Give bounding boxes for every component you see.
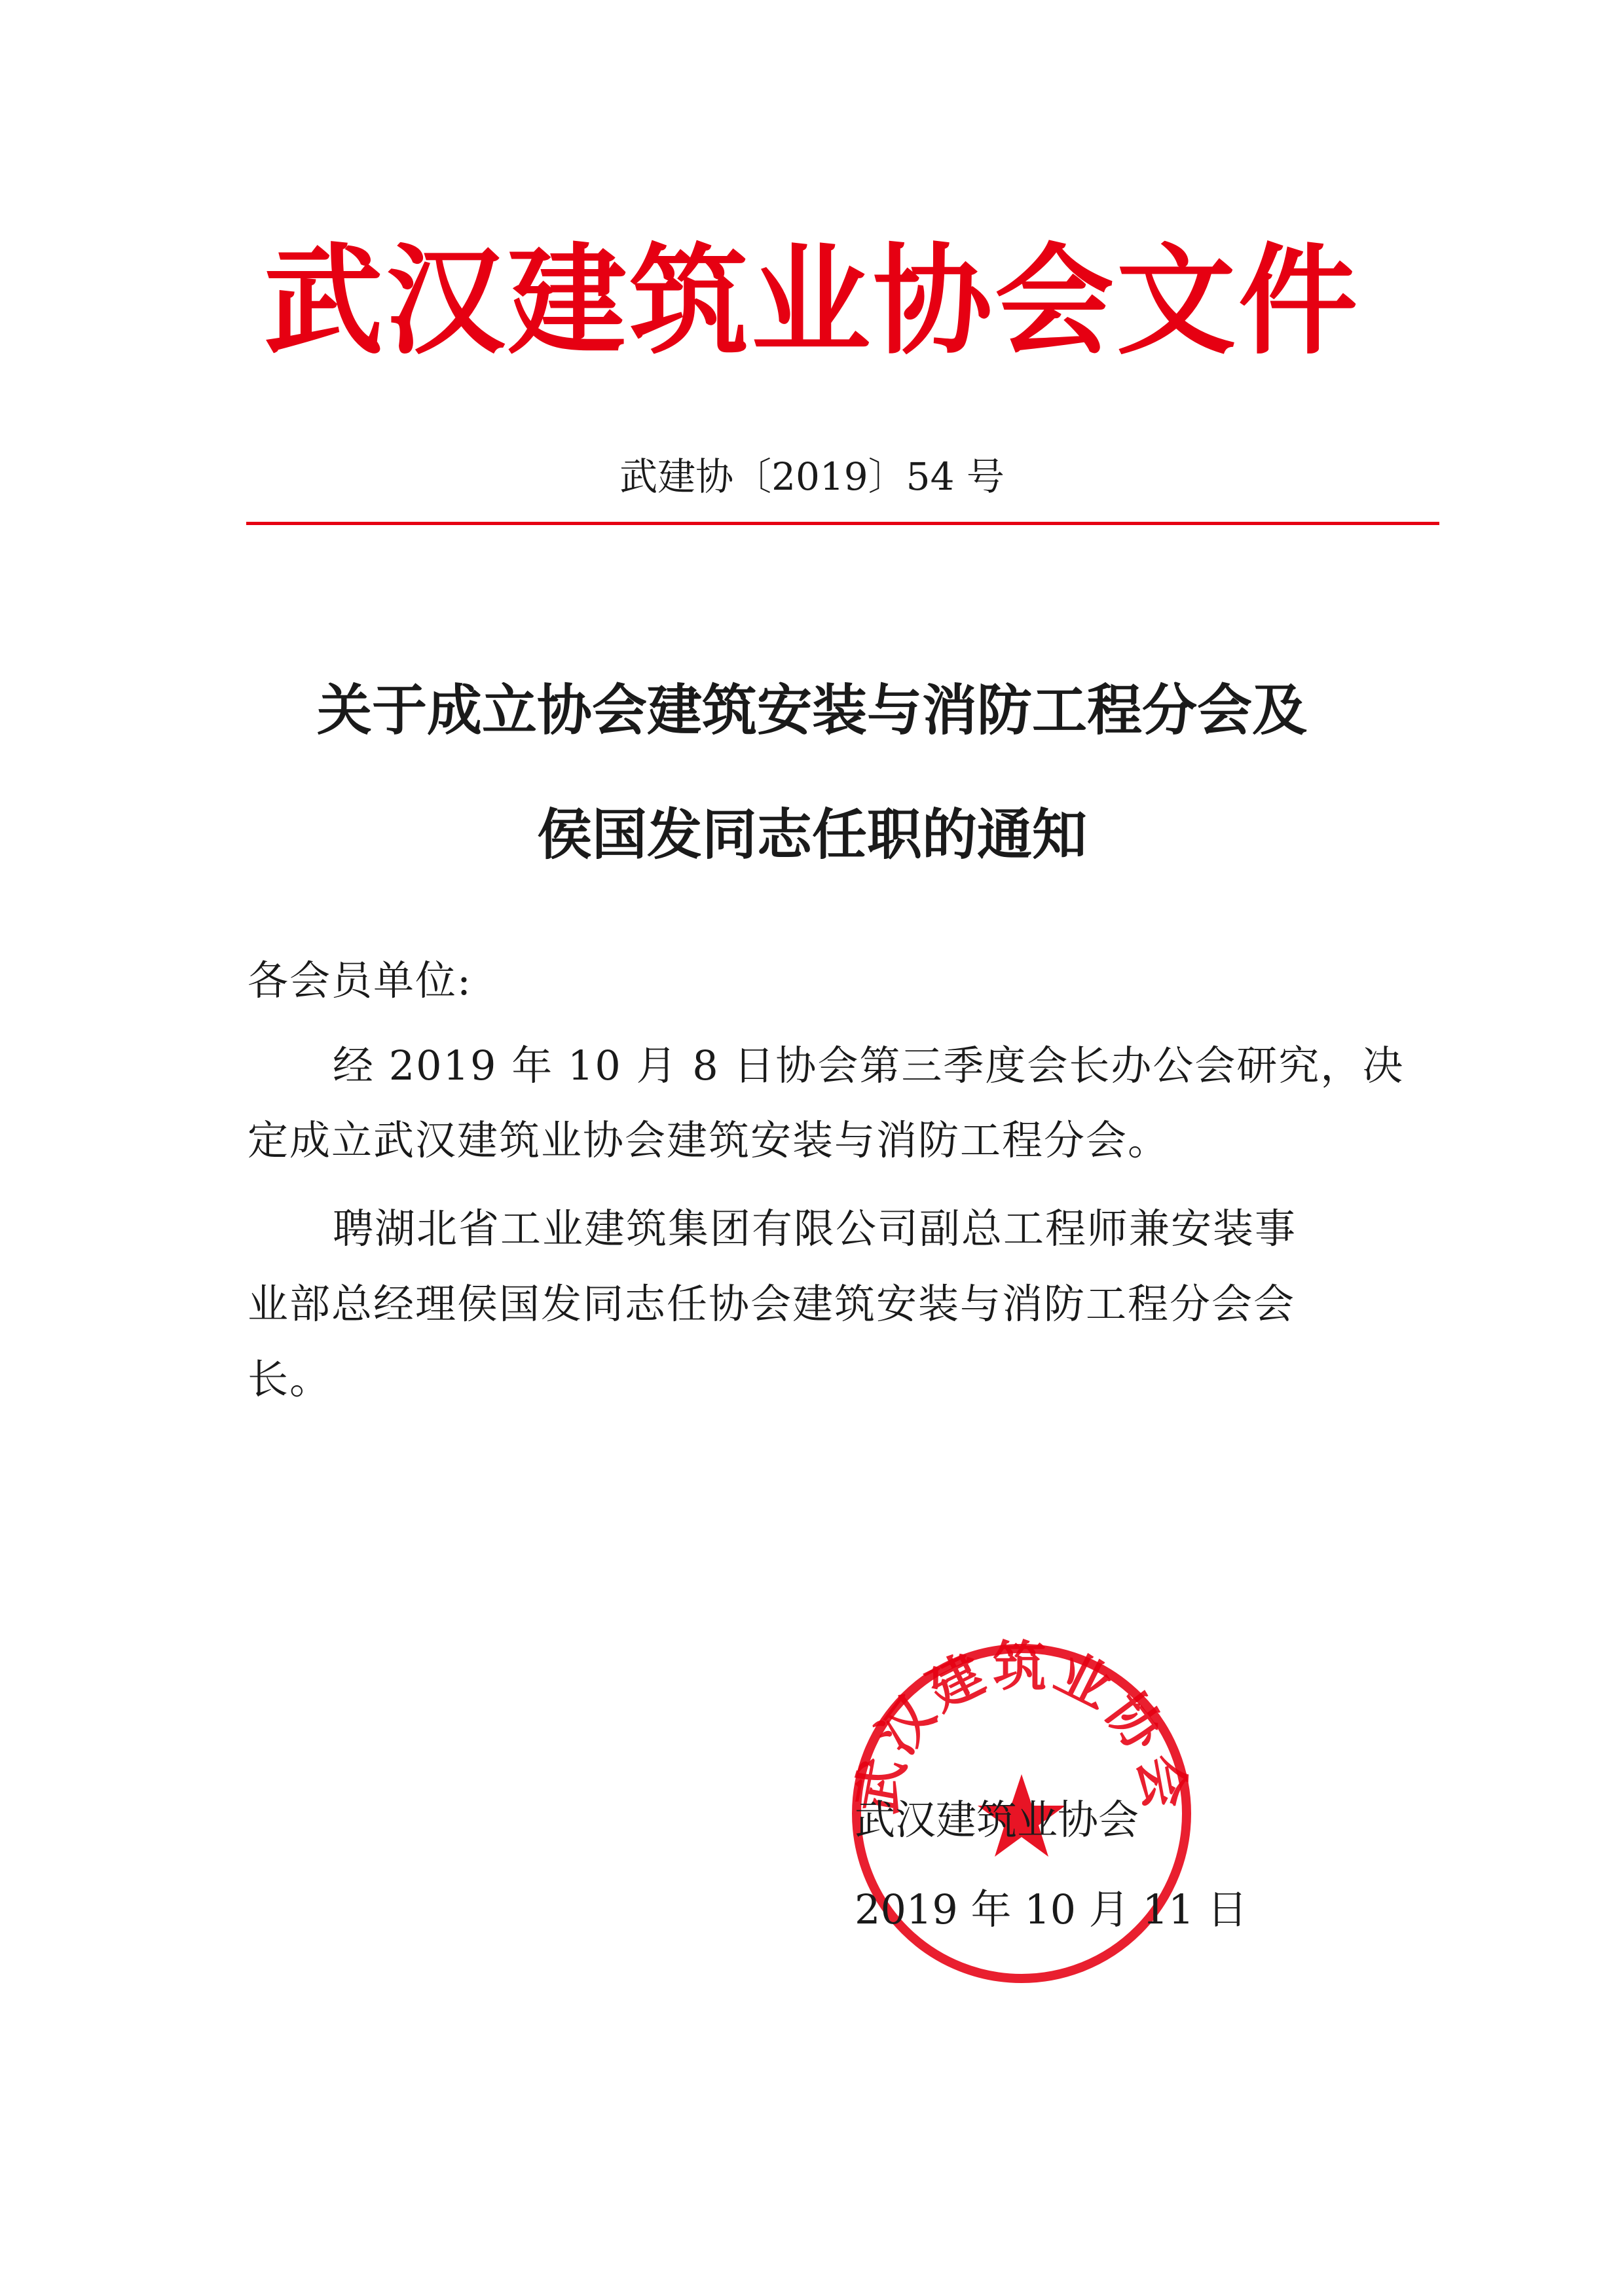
document-number: 武建协〔2019〕54 号: [619, 454, 1005, 499]
red-divider-line: [246, 522, 1439, 525]
paragraph-2-line-3: 长。: [248, 1355, 332, 1403]
paragraph-1-line-2: 定成立武汉建筑业协会建筑安装与消防工程分会。: [248, 1116, 1170, 1164]
paragraph-1-line-1: 经 2019 年 10 月 8 日协会第三季度会长办公会研究，决: [333, 1042, 1405, 1089]
notice-title-line-1: 关于成立协会建筑安装与消防工程分会及: [316, 678, 1307, 742]
salutation: 各会员单位:: [248, 957, 472, 1004]
signature-organization: 武汉建筑业协会: [855, 1796, 1139, 1844]
signature-date: 2019 年 10 月 11 日: [855, 1886, 1248, 1933]
paragraph-2-line-1: 聘湖北省工业建筑集团有限公司副总工程师兼安装事: [333, 1205, 1297, 1252]
paragraph-2-line-2: 业部总经理侯国发同志任协会建筑安装与消防工程分会会: [248, 1280, 1296, 1328]
notice-title-line-2: 侯国发同志任职的通知: [536, 802, 1087, 867]
seal-text-path: 武汉建筑业协会: [845, 1637, 1198, 1818]
masthead-title: 武汉建筑业协会文件: [264, 232, 1360, 371]
